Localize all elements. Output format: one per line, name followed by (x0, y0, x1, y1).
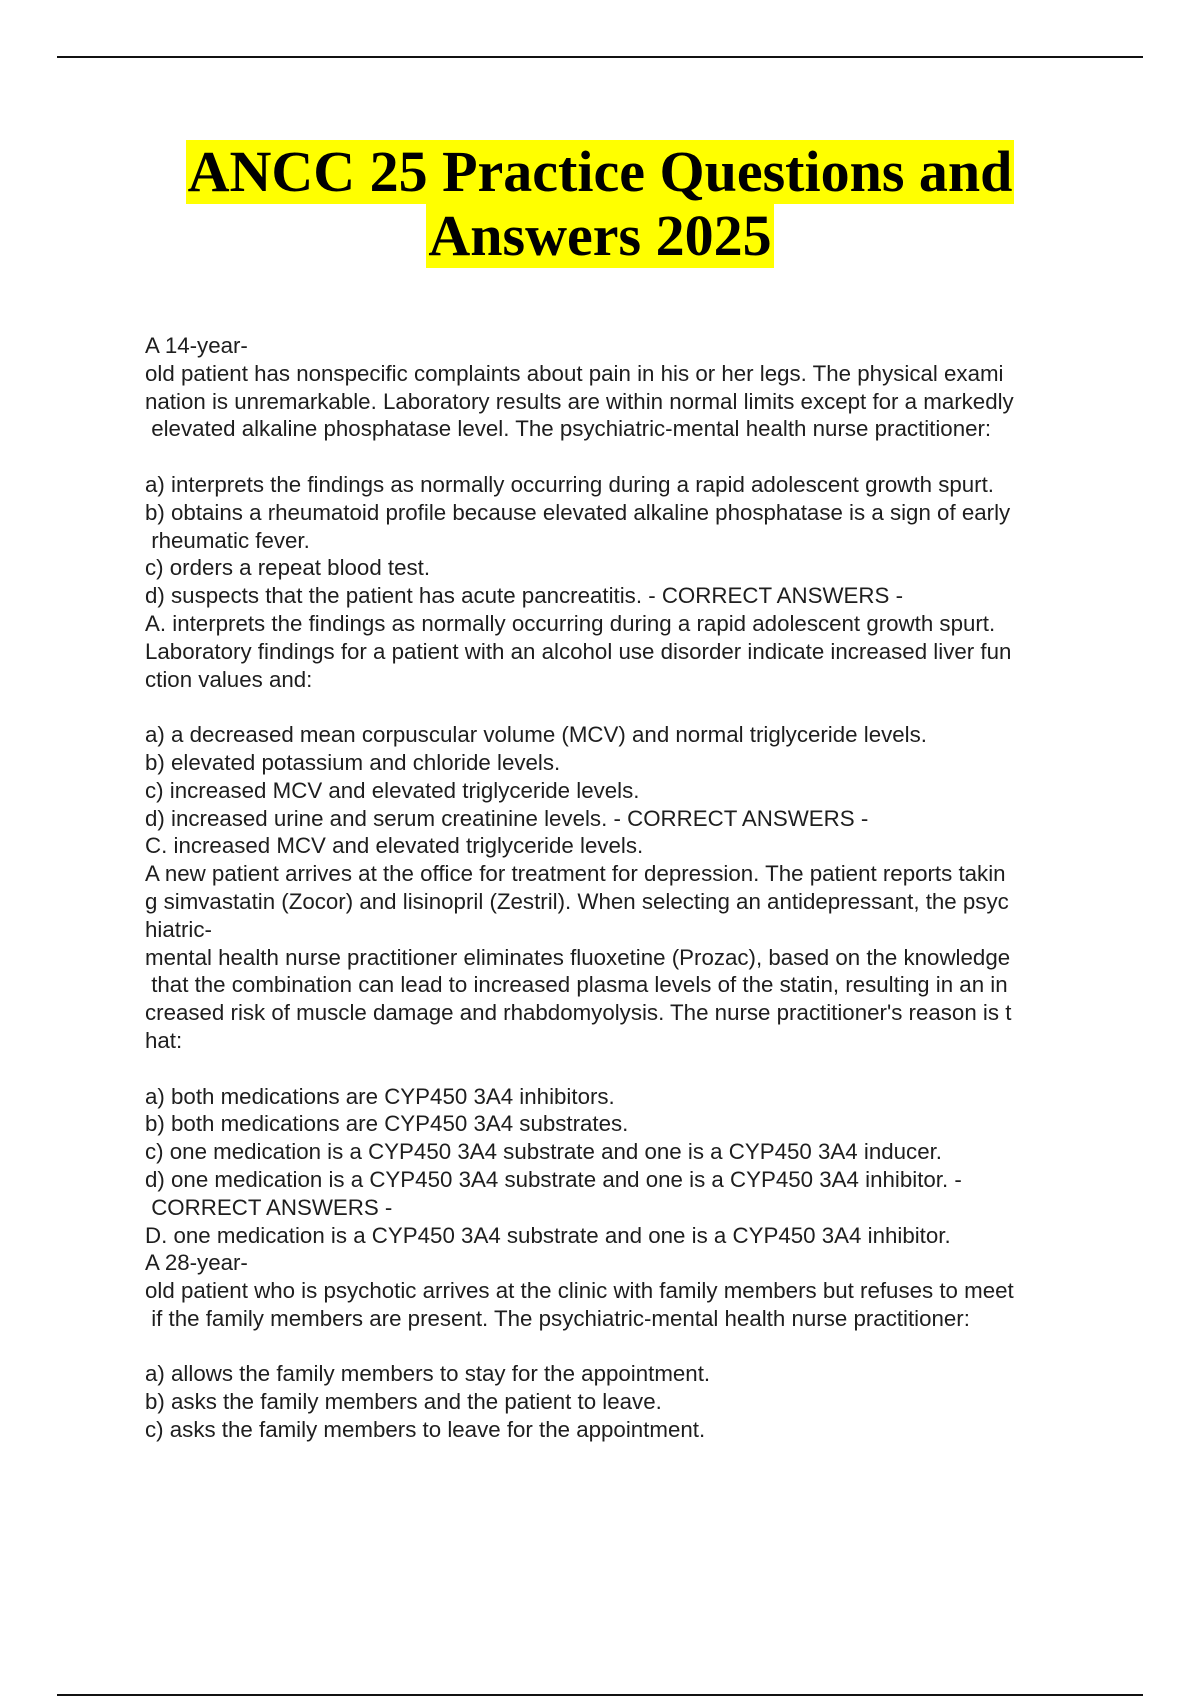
text-line: creased risk of muscle damage and rhabdomyolysis. The nurse practitioner's reason is t (145, 1000, 1012, 1026)
text-line: A 28-year- (145, 1250, 248, 1276)
text-line: c) asks the family members to leave for the appointment. (145, 1417, 706, 1443)
blank-line (145, 693, 1105, 721)
text-line: b) both medications are CYP450 3A4 substrates. (145, 1111, 629, 1137)
text-line: d) increased urine and serum creatinine levels. - CORRECT ANSWERS - (145, 805, 869, 831)
text-line: b) asks the family members and the patient to leave. (145, 1389, 662, 1415)
text-line: b) elevated potassium and chloride levels. (145, 749, 561, 775)
text-line: D. one medication is a CYP450 3A4 substrate and one is a CYP450 3A4 inhibitor. (145, 1222, 951, 1248)
title-line-1: ANCC 25 Practice Questions and (187, 139, 1013, 204)
text-line: rheumatic fever. (145, 527, 310, 553)
text-line: mental health nurse practitioner eliminates fluoxetine (Prozac), based on the knowledge (145, 944, 1011, 970)
text-line: ction values and: (145, 666, 313, 692)
text-line: hat: (145, 1027, 183, 1053)
blank-line (145, 1333, 1105, 1361)
text-line: that the combination can lead to increased plasma levels of the statin, resulting in an in (145, 972, 1008, 998)
text-line: a) interprets the findings as normally occurring during a rapid adolescent growth spurt. (145, 471, 994, 497)
top-rule (57, 56, 1143, 58)
text-line: nation is unremarkable. Laboratory results are within normal limits except for a markedly (145, 388, 1014, 414)
bottom-rule (57, 1694, 1143, 1696)
text-line: c) increased MCV and elevated triglyceride levels. (145, 777, 640, 803)
text-line: CORRECT ANSWERS - (145, 1194, 393, 1220)
text-line: c) one medication is a CYP450 3A4 substrate and one is a CYP450 3A4 inducer. (145, 1139, 942, 1165)
title-line-2: Answers 2025 (428, 203, 772, 268)
text-line: a) a decreased mean corpuscular volume (MCV) and normal triglyceride levels. (145, 722, 927, 748)
text-line: a) both medications are CYP450 3A4 inhibitors. (145, 1083, 615, 1109)
text-line: if the family members are present. The psychiatric-mental health nurse practitioner: (145, 1305, 970, 1331)
text-line: c) orders a repeat blood test. (145, 555, 431, 581)
text-line: Laboratory findings for a patient with an alcohol use disorder indicate increased liver fun (145, 638, 1012, 664)
text-line: A new patient arrives at the office for treatment for depression. The patient reports takin (145, 861, 1006, 887)
text-line: old patient who is psychotic arrives at the clinic with family members but refuses to meet (145, 1278, 1014, 1304)
text-line: g simvastatin (Zocor) and lisinopril (Zestril). When selecting an antidepressant, the psyc (145, 888, 1009, 914)
text-line: d) suspects that the patient has acute pancreatitis. - CORRECT ANSWERS - (145, 583, 903, 609)
text-line: d) one medication is a CYP450 3A4 substrate and one is a CYP450 3A4 inhibitor. - (145, 1166, 962, 1192)
text-line: A. interprets the findings as normally occurring during a rapid adolescent growth spurt. (145, 610, 996, 636)
text-line: elevated alkaline phosphatase level. The psychiatric-mental health nurse practitioner: (145, 416, 992, 442)
document-body (145, 332, 1105, 1444)
text-line: C. increased MCV and elevated triglyceride levels. (145, 833, 644, 859)
text-line: a) allows the family members to stay for the appointment. (145, 1361, 711, 1387)
text-line: hiatric- (145, 916, 212, 942)
blank-line (145, 443, 1105, 471)
text-line: A 14-year- (145, 333, 248, 358)
document-title (0, 140, 1200, 268)
text-line: b) obtains a rheumatoid profile because elevated alkaline phosphatase is a sign of early (145, 499, 1011, 525)
blank-line (145, 1055, 1105, 1083)
text-line: old patient has nonspecific complaints about pain in his or her legs. The physical exami (145, 360, 1004, 386)
